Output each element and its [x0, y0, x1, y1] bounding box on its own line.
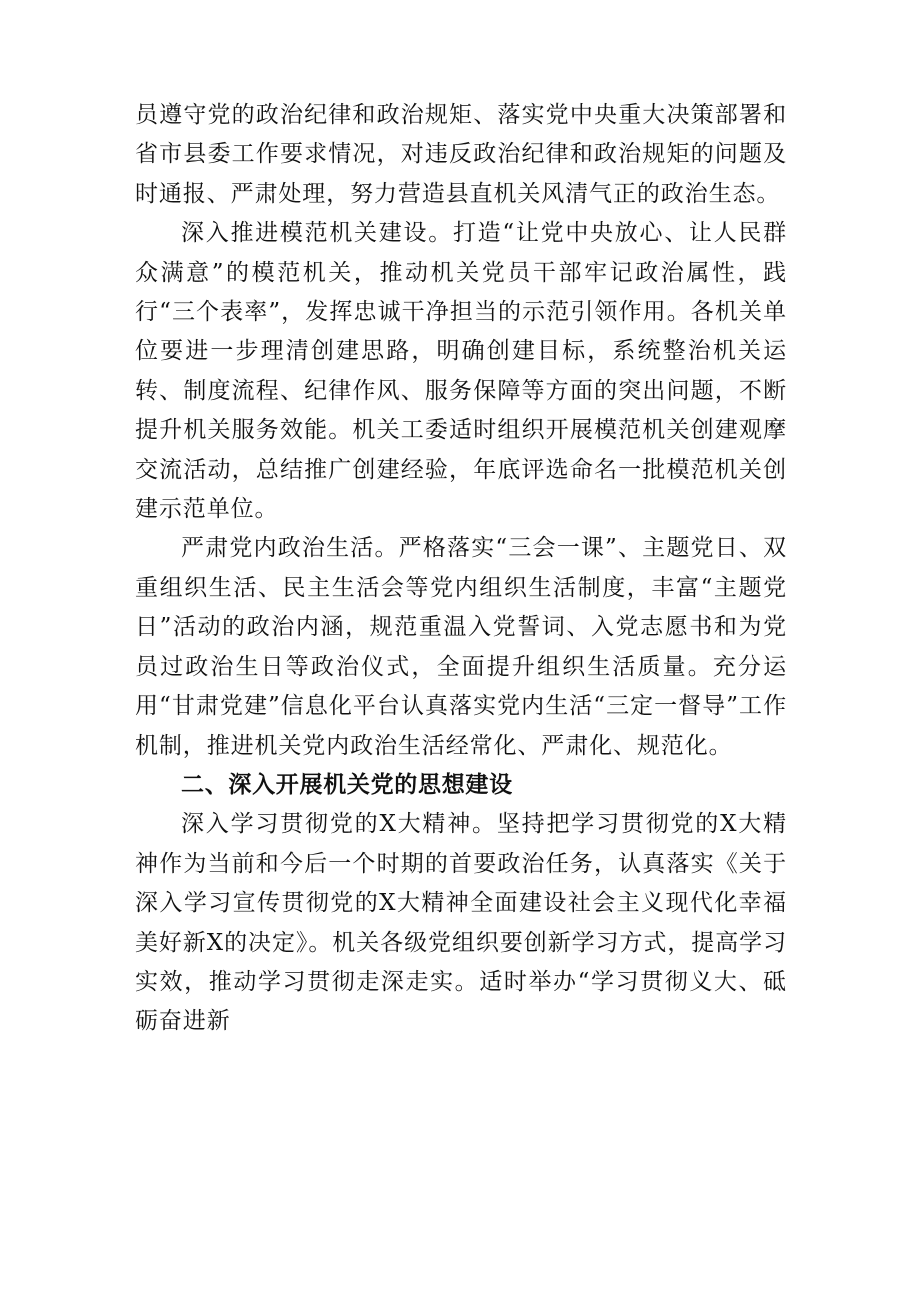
paragraph-party-life: 严肃党内政治生活。严格落实“三会一课”、主题党日、双重组织生活、民主生活会等党内组织生活制度，丰富“主题党日”活动的政治内涵，规范重温入党誓词、入党志愿书和为党员过政治生日等政治仪式，全面提升组织生活质量。充分运用“甘肃党建”信息化平台认真落实党内生活“三定一督导”工作机制，推进机关党内政治生活经常化、严肃化、规范化。 — [135, 535, 787, 759]
paragraph-continuation: 员遵守党的政治纪律和政治规矩、落实党中央重大决策部署和省市县委工作要求情况，对违反政治纪律和政治规矩的问题及时通报、严肃处理，努力营造县直机关风清气正的政治生态。 — [135, 102, 787, 207]
section-heading: 二、深入开展机关党的思想建设 — [181, 771, 513, 798]
paragraph-study-spirit: 深入学习贯彻党的X大精神。坚持把学习贯彻党的X大精神作为当前和今后一个时期的首要政治任务，认真落实《关于深入学习宣传贯彻党的X大精神全面建设社会主义现代化幸福美好新X的决定》。机关各级党组织要创新学习方式，提高学习实效，推动学习贯彻走深走实。适时举办“学习贯彻义大、砥砺奋进新 — [135, 811, 787, 1035]
paragraph-model-organs: 深入推进模范机关建设。打造“让党中央放心、让人民群众满意”的模范机关，推动机关党员干部牢记政治属性，践行“三个表率”，发挥忠诚干净担当的示范引领作用。各机关单位要进一步理清创建思路，明确创建目标，系统整治机关运转、制度流程、纪律作风、服务保障等方面的突出问题，不断提升机关服务效能。机关工委适时组织开展模范机关创建观摩交流活动，总结推广创建经验，年底评选命名一批模范机关创建示范单位。 — [135, 220, 787, 523]
document-body — [135, 96, 787, 1042]
